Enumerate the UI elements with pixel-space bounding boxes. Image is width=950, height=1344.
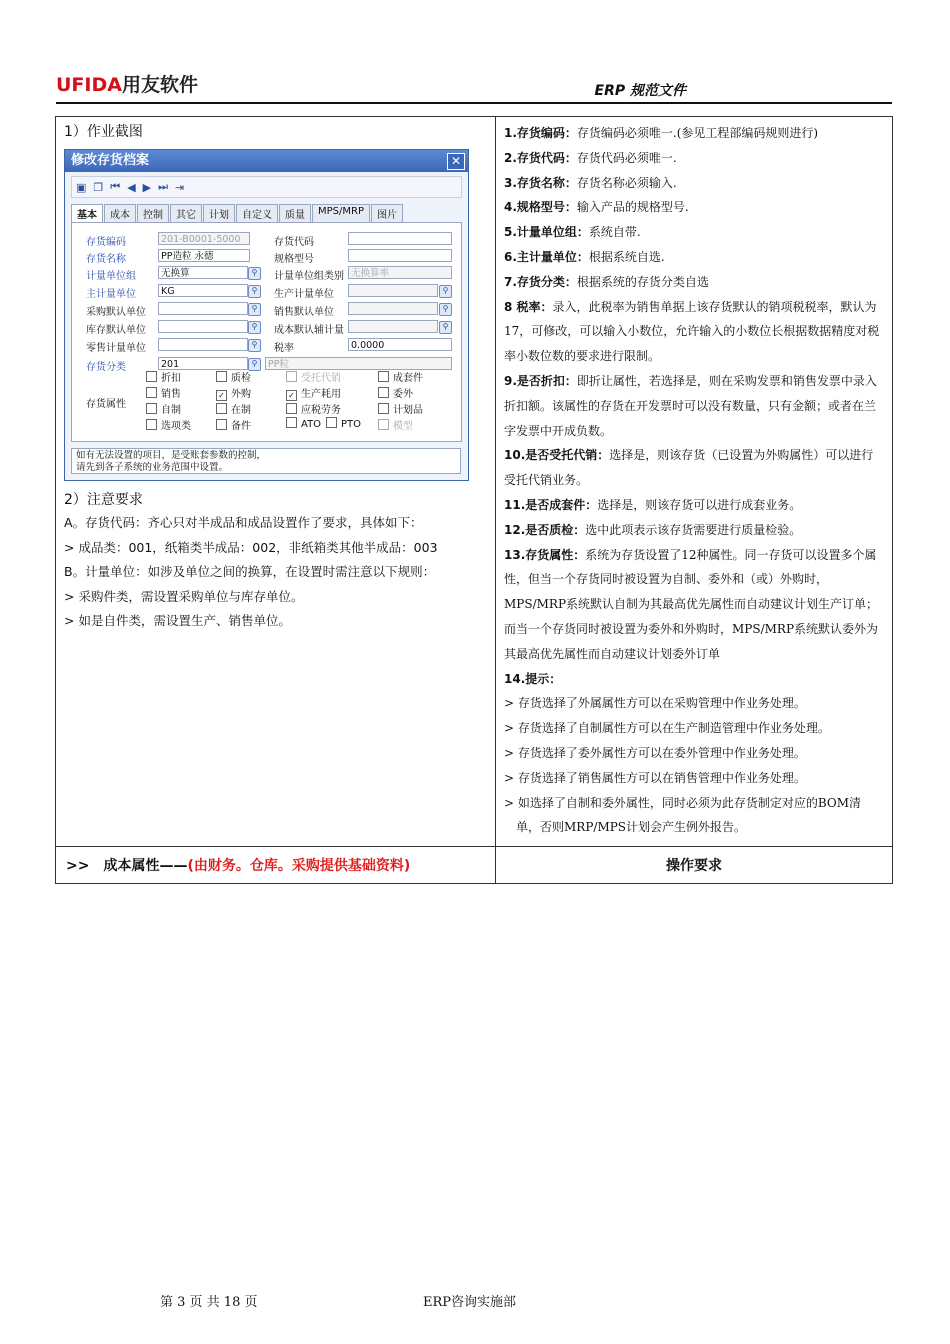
checkbox-checked-icon: ✓ xyxy=(286,390,297,401)
attribute-checkbox[interactable] xyxy=(146,417,191,432)
search-icon[interactable]: ⚲ xyxy=(248,285,261,298)
checkbox-icon xyxy=(378,403,389,414)
checkbox-label: 受托代销 xyxy=(301,373,341,384)
label-attributes: 存货属性 xyxy=(86,399,126,410)
rule-item: 7.存货分类：根据系统的存货分类自选 xyxy=(504,274,709,289)
checkbox-label: 外购 xyxy=(231,389,251,400)
checkbox-label: 模型 xyxy=(393,421,413,432)
content-table xyxy=(55,116,893,884)
first-icon[interactable]: ⏮ xyxy=(110,180,121,193)
main-unit-field[interactable]: KG xyxy=(158,284,248,297)
checkbox-label: ATO xyxy=(301,419,322,430)
note-line: > 采购件类，需设置采购单位与库存单位。 xyxy=(64,588,304,604)
search-icon[interactable]: ⚲ xyxy=(248,321,261,334)
note-line: > 成品类：001，纸箱类半成品：002，非纸箱类其他半成品：003 xyxy=(64,539,438,555)
unit-group-field[interactable]: 无换算 xyxy=(158,266,248,279)
notes-heading: 2）注意要求 xyxy=(64,492,143,508)
attribute-checkbox[interactable] xyxy=(216,369,251,384)
checkbox-icon xyxy=(146,371,157,382)
stock-unit-field[interactable] xyxy=(158,320,248,333)
tab-plan[interactable]: 计划 xyxy=(203,204,235,222)
checkbox-label: 应税劳务 xyxy=(301,405,341,416)
checkbox-label: 折扣 xyxy=(161,373,181,384)
search-icon[interactable]: ⚲ xyxy=(439,303,452,316)
checkbox-label: 备件 xyxy=(231,421,251,432)
sale-unit-field[interactable] xyxy=(348,302,438,315)
label-main-unit: 主计量单位 xyxy=(86,289,136,300)
rule-item: 8 税率：录入，此税率为销售单据上该存货默认的销项税税率，默认为17，可修改，可以输入小数位，允许输入的小数位长根据数据精度对税率小数位数的要求进行限制。 xyxy=(504,299,880,364)
search-icon[interactable]: ⚲ xyxy=(248,358,261,371)
rule-item: 4.规格型号：输入产品的规格型号. xyxy=(504,200,689,215)
attribute-checkbox[interactable] xyxy=(286,401,341,416)
label-prod-unit: 生产计量单位 xyxy=(274,289,334,300)
tips-title: 14.提示： xyxy=(504,671,562,686)
attribute-checkbox xyxy=(286,369,341,384)
label-cost-aux-unit: 成本默认辅计量 xyxy=(274,325,344,336)
tip-line: > 存货选择了委外属性方可以在委外管理中作业务处理。 xyxy=(504,745,806,760)
department: ERP咨询实施部 xyxy=(423,1295,517,1310)
note-line: B。计量单位：如涉及单位之间的换算，在设置时需注意以下规则： xyxy=(64,564,436,580)
label-purchase-unit: 采购默认单位 xyxy=(86,307,146,318)
checkbox-icon xyxy=(146,403,157,414)
tab-mps-mrp[interactable]: MPS/MRP xyxy=(312,204,370,222)
checkbox-icon xyxy=(216,403,227,414)
attribute-checkbox[interactable] xyxy=(146,401,181,416)
next-icon[interactable]: ▶ xyxy=(142,180,152,194)
attribute-checkbox[interactable] xyxy=(146,369,181,384)
tab-custom[interactable]: 自定义 xyxy=(236,204,278,222)
rule-item: 6.主计量单位：根据系统自选. xyxy=(504,249,665,264)
ufida-logo: UFIDA用友软件 xyxy=(56,74,198,96)
label-retail-unit: 零售计量单位 xyxy=(86,343,146,354)
right-cell xyxy=(496,117,893,847)
attribute-checkbox[interactable] xyxy=(378,369,423,384)
status-line: 请先到各子系统的业务范围中设置。 xyxy=(76,462,229,473)
label-name: 存货名称 xyxy=(86,254,126,265)
note-line: > 如是自件类，需设置生产、销售单位。 xyxy=(64,613,291,629)
name-field[interactable]: PP造粒 永德 xyxy=(158,249,250,262)
status-line: 如有无法设置的项目，是受账套参数的控制， xyxy=(76,450,267,461)
checkbox-icon xyxy=(146,387,157,398)
checkbox-label: 生产耗用 xyxy=(301,389,341,400)
attribute-checkbox[interactable] xyxy=(286,385,341,401)
checkbox-icon xyxy=(216,419,227,430)
retail-unit-field[interactable] xyxy=(158,338,248,351)
checkbox-label: 自制 xyxy=(161,405,181,416)
copy-icon[interactable]: ❐ xyxy=(93,180,104,194)
tab-control[interactable]: 控制 xyxy=(137,204,169,222)
basic-panel xyxy=(71,223,462,442)
spec-field[interactable] xyxy=(348,249,452,262)
label-unit-group-type: 计量单位组类别 xyxy=(274,271,344,282)
doc-title: ERP 规范文件 xyxy=(594,83,686,99)
attribute-checkbox[interactable] xyxy=(216,417,251,432)
page-header xyxy=(56,68,892,104)
dialog-tabs xyxy=(71,204,462,223)
attribute-checkbox[interactable] xyxy=(378,401,423,416)
rule-item: 5.计量单位组：系统自带. xyxy=(504,225,641,240)
left-cell xyxy=(56,117,496,847)
dialog-toolbar xyxy=(71,176,462,198)
checkbox-label: 成套件 xyxy=(393,373,423,384)
rule-item: 3.存货名称：存货名称必须输入. xyxy=(504,175,677,190)
exit-icon[interactable]: ⇥ xyxy=(175,180,185,194)
operation-requirements-heading: 操作要求 xyxy=(496,847,893,884)
cost-aux-unit-field[interactable] xyxy=(348,320,438,333)
dialog-status xyxy=(71,448,461,474)
checkbox-icon xyxy=(286,417,297,428)
checkbox-label: 委外 xyxy=(393,389,413,400)
checkbox-label: 销售 xyxy=(161,389,181,400)
unit-group-type-select[interactable]: 无换算率 xyxy=(348,266,452,279)
note-line: A。存货代码：齐心只对半成品和成品设置作了要求，具体如下： xyxy=(64,515,423,530)
tab-quality[interactable]: 质量 xyxy=(279,204,311,222)
attribute-checkbox[interactable] xyxy=(326,417,361,430)
prod-unit-field[interactable] xyxy=(348,284,438,297)
search-icon[interactable]: ⚲ xyxy=(248,339,261,352)
label-stock-unit: 库存默认单位 xyxy=(86,325,146,336)
label-spec: 规格型号 xyxy=(274,254,314,265)
checkbox-icon xyxy=(326,417,337,428)
checkbox-icon xyxy=(216,371,227,382)
last-icon[interactable]: ⏭ xyxy=(158,180,169,193)
tab-image[interactable]: 图片 xyxy=(371,204,403,222)
rule-item: 2.存货代码：存货代码必须唯一. xyxy=(504,150,677,165)
rule-item: 11.是否成套件：选择是，则该存货可以进行成套业务。 xyxy=(504,497,802,512)
tax-rate-field[interactable]: 0.0000 xyxy=(348,338,452,351)
tip-line: > 存货选择了销售属性方可以在销售管理中作业务处理。 xyxy=(504,770,806,785)
rule-item: 13.存货属性：系统为存货设置了12种属性。同一存货可以设置多个属性，但当一个存货同时被设置为自制、委外和（或）外购时，MPS/MRP系统默认自制为其最高优先属性而自动建议计划生产订单；而当一个存货同时被设置为委外和外购时，MPS/MRP系统默认委外为其最高优先属性而自动建议计划委外订单 xyxy=(504,547,879,661)
checkbox-label: 质检 xyxy=(231,373,251,384)
screenshot-heading: 1）作业截图 xyxy=(64,124,143,140)
checkbox-icon xyxy=(378,419,389,430)
dialog-title: 修改存货档案 xyxy=(65,150,468,172)
attribute-checkbox[interactable] xyxy=(216,401,251,416)
tab-cost[interactable]: 成本 xyxy=(104,204,136,222)
tab-other[interactable]: 其它 xyxy=(170,204,202,222)
attribute-checkbox[interactable] xyxy=(216,385,251,401)
category-name-field: PP粒 xyxy=(265,357,452,370)
rule-item: 10.是否受托代销：选择是，则该存货（已设置为外购属性）可以进行受托代销业务。 xyxy=(504,448,874,488)
attribute-checkbox[interactable] xyxy=(286,417,321,430)
page-number: 第 3 页 共 18 页 xyxy=(160,1295,258,1310)
alias-field[interactable] xyxy=(348,232,452,245)
label-sale-unit: 销售默认单位 xyxy=(274,307,334,318)
label-unit-group: 计量单位组 xyxy=(86,271,136,282)
rule-item: 1.存货编码：存货编码必须唯一.(参见工程部编码规则进行) xyxy=(504,126,819,140)
checkbox-icon xyxy=(378,371,389,382)
label-alias: 存货代码 xyxy=(274,237,314,248)
checkbox-label: 计划品 xyxy=(393,405,423,416)
checkbox-label: 在制 xyxy=(231,405,251,416)
label-category: 存货分类 xyxy=(86,362,126,373)
attribute-checkbox[interactable] xyxy=(378,385,413,400)
purchase-unit-field[interactable] xyxy=(158,302,248,315)
checkbox-label: PTO xyxy=(341,419,362,430)
label-tax-rate: 税率 xyxy=(274,343,294,354)
tab-basic[interactable]: 基本 xyxy=(71,204,103,222)
category-code-field[interactable]: 201 xyxy=(158,357,248,370)
checkbox-label: 选项类 xyxy=(161,421,191,432)
checkbox-icon xyxy=(286,403,297,414)
search-icon[interactable]: ⚲ xyxy=(439,321,452,334)
search-icon[interactable]: ⚲ xyxy=(248,267,261,280)
rule-item: 12.是否质检：选中此项表示该存货需要进行质量检验。 xyxy=(504,522,802,537)
checkbox-checked-icon: ✓ xyxy=(216,390,227,401)
attribute-checkbox[interactable] xyxy=(146,385,181,400)
search-icon[interactable]: ⚲ xyxy=(248,303,261,316)
checkbox-icon xyxy=(378,387,389,398)
code-field[interactable]: 201-B0001-5000 xyxy=(158,232,250,245)
tip-line: > 存货选择了外属属性方可以在采购管理中作业务处理。 xyxy=(504,696,806,711)
label-code: 存货编码 xyxy=(86,237,126,248)
checkbox-icon xyxy=(286,371,297,382)
prev-icon[interactable]: ◀ xyxy=(127,180,136,194)
tip-line: 单，否则MRP/MPS计划会产生例外报告。 xyxy=(504,820,747,835)
search-icon[interactable]: ⚲ xyxy=(439,285,452,298)
tip-line: > 存货选择了自制属性方可以在生产制造管理中作业务处理。 xyxy=(504,721,830,736)
attribute-checkbox xyxy=(378,417,413,432)
checkbox-icon xyxy=(146,419,157,430)
close-icon[interactable]: ✕ xyxy=(447,153,465,170)
save-icon[interactable]: ▣ xyxy=(76,180,87,194)
inventory-dialog xyxy=(64,149,469,481)
tip-line: > 如选择了自制和委外属性，同时必须为此存货制定对应的BOM清 xyxy=(504,795,862,810)
rule-item: 9.是否折扣：即折让属性，若选择是，则在采购发票和销售发票中录入折扣额。该属性的存货在开发票时可以没有数量，只有金额；或者在兰字发票中开成负数。 xyxy=(504,373,877,438)
cost-attribute-heading: >> 成本属性——(由财务。仓库。采购提供基础资料) xyxy=(56,847,496,884)
